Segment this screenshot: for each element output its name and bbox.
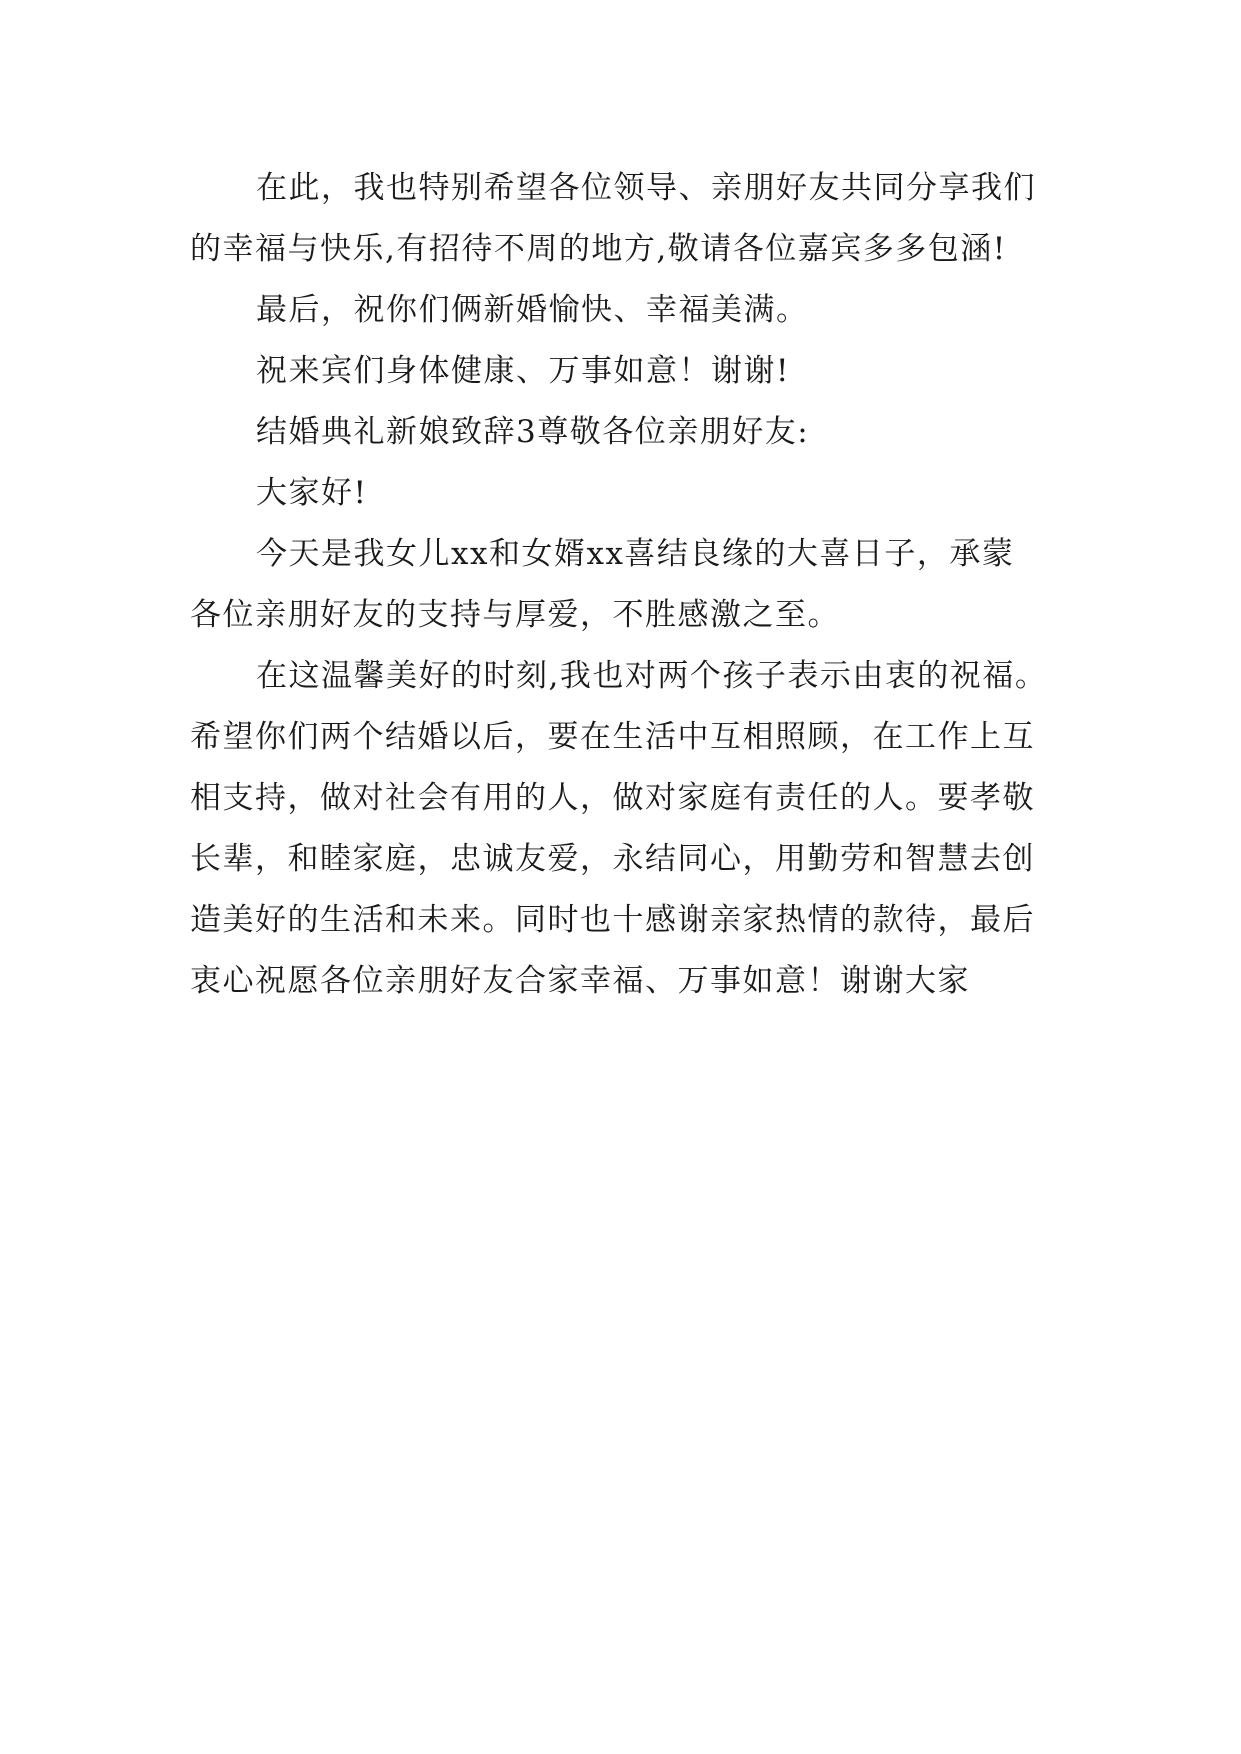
text-line: 祝来宾们身体健康、万事如意！谢谢! [256,353,790,389]
text-line: 希望你们两个结婚以后，要在生活中互相照顾，在工作上互 [190,719,1035,755]
body-text [190,158,1050,1012]
text-line: 结婚典礼新娘致辞3尊敬各位亲朋好友: [256,414,810,450]
text-line: 造美好的生活和未来。同时也十感谢亲家热情的款待，最后 [190,902,1035,938]
text-line: 各位亲朋好友的支持与厚爱，不胜感激之至。 [190,597,840,633]
text-line: 在这温馨美好的时刻,我也对两个孩子表示由衷的祝福。 [256,658,1048,694]
text-line: 今天是我女儿xx和女婿xx喜结良缘的大喜日子，承蒙 [256,536,1015,572]
text-line: 相支持，做对社会有用的人，做对家庭有责任的人。要孝敬 [190,780,1035,816]
text-line: 长辈，和睦家庭，忠诚友爱，永结同心，用勤劳和智慧去创 [190,841,1035,877]
text-line: 最后，祝你们俩新婚愉快、幸福美满。 [256,292,809,328]
text-line: 在此，我也特别希望各位领导、亲朋好友共同分享我们 [256,170,1036,206]
text-line: 大家好! [256,475,368,511]
text-line: 衷心祝愿各位亲朋好友合家幸福、万事如意！谢谢大家 [190,963,970,999]
text-line: 的幸福与快乐,有招待不周的地方,敬请各位嘉宾多多包涵! [190,231,1007,267]
